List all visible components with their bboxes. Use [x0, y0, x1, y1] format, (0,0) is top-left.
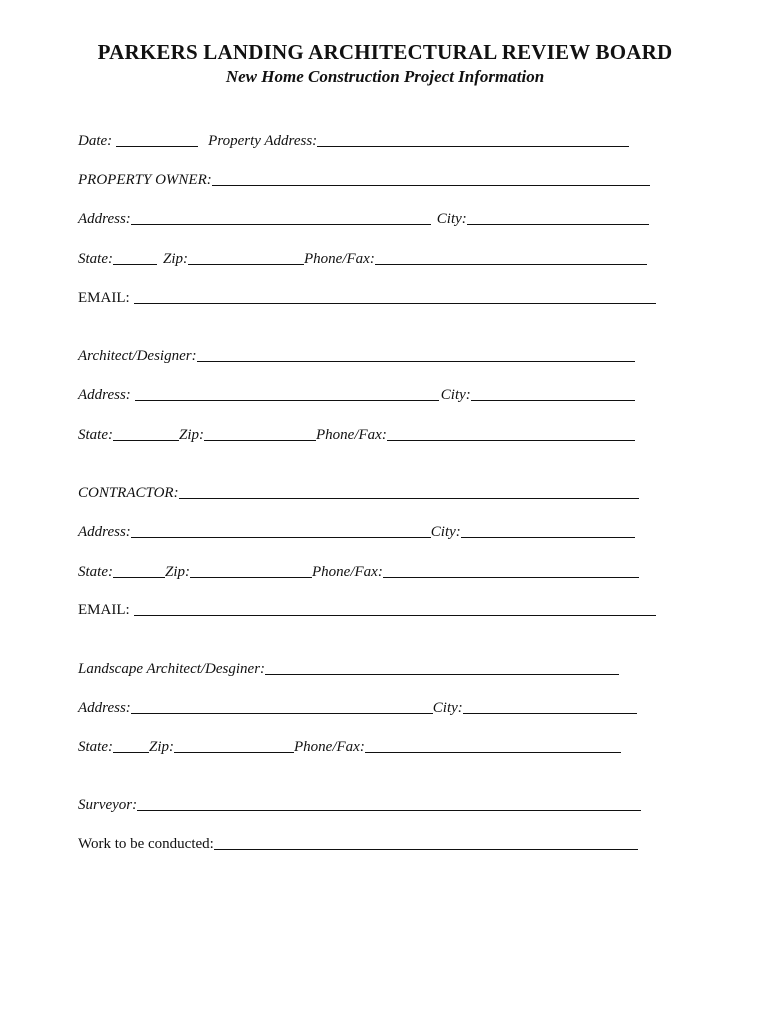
contractor-email-field[interactable]: [134, 601, 656, 616]
contractor-state-field[interactable]: [113, 563, 165, 578]
contractor-address-label: Address:: [78, 524, 131, 540]
architect-city-field[interactable]: [471, 386, 635, 401]
contractor-address-row: [78, 519, 635, 541]
contractor-row: [78, 480, 639, 502]
contractor-field[interactable]: [179, 484, 639, 499]
landscape-address-row: [78, 695, 637, 717]
contractor-phone-field[interactable]: [383, 563, 639, 578]
date-label: Date:: [78, 133, 113, 149]
owner-city-field[interactable]: [467, 210, 649, 225]
surveyor-field[interactable]: [137, 796, 641, 811]
contractor-address-field[interactable]: [131, 523, 431, 538]
property-owner-field[interactable]: [212, 171, 650, 186]
surveyor-label: Surveyor:: [78, 797, 138, 813]
surveyor-row: [78, 792, 641, 814]
contractor-phone-label: Phone/Fax:: [312, 564, 383, 580]
owner-state-field[interactable]: [113, 250, 157, 265]
architect-address-row: [78, 382, 635, 404]
architect-zip-label: Zip:: [179, 427, 205, 443]
architect-phone-field[interactable]: [387, 426, 635, 441]
date-field[interactable]: [116, 132, 198, 147]
landscape-zip-label: Zip:: [149, 739, 175, 755]
work-row: [78, 831, 638, 853]
architect-zip-field[interactable]: [204, 426, 316, 441]
architect-state-field[interactable]: [113, 426, 179, 441]
architect-address-field[interactable]: [135, 386, 439, 401]
contractor-email-label: EMAIL:: [78, 602, 130, 618]
owner-zip-label: Zip:: [163, 251, 189, 267]
owner-state-row: [78, 246, 647, 268]
landscape-state-row: [78, 734, 621, 756]
contractor-state-label: State:: [78, 564, 113, 580]
owner-email-label: EMAIL:: [78, 290, 130, 306]
owner-zip-field[interactable]: [188, 250, 304, 265]
architect-state-row: [78, 422, 635, 444]
landscape-address-label: Address:: [78, 700, 131, 716]
owner-address-field[interactable]: [131, 210, 431, 225]
contractor-zip-label: Zip:: [165, 564, 191, 580]
form-subtitle: New Home Construction Project Information: [225, 67, 545, 86]
contractor-zip-field[interactable]: [190, 563, 312, 578]
landscape-state-field[interactable]: [113, 738, 149, 753]
work-label: Work to be conducted:: [78, 836, 214, 852]
owner-phone-label: Phone/Fax:: [304, 251, 375, 267]
owner-state-label: State:: [78, 251, 113, 267]
landscape-field[interactable]: [265, 660, 619, 675]
architect-address-label: Address:: [78, 387, 131, 403]
landscape-city-field[interactable]: [463, 699, 637, 714]
work-field[interactable]: [214, 835, 638, 850]
landscape-phone-field[interactable]: [365, 738, 621, 753]
landscape-row: [78, 656, 619, 678]
landscape-city-label: City:: [432, 700, 463, 716]
architect-state-label: State:: [78, 427, 113, 443]
landscape-label: Landscape Architect/Desginer:: [78, 661, 266, 677]
architect-phone-label: Phone/Fax:: [316, 427, 387, 443]
property-owner-row: [78, 167, 650, 189]
form-title: PARKERS LANDING ARCHITECTURAL REVIEW BOARD: [97, 40, 673, 64]
property-address-field[interactable]: [317, 132, 629, 147]
contractor-city-field[interactable]: [461, 523, 635, 538]
architect-label: Architect/Designer:: [78, 348, 197, 364]
owner-city-label: City:: [436, 211, 467, 227]
landscape-address-field[interactable]: [131, 699, 433, 714]
owner-address-row: [78, 206, 649, 228]
architect-city-label: City:: [440, 387, 471, 403]
architect-field[interactable]: [197, 347, 635, 362]
owner-phone-field[interactable]: [375, 250, 647, 265]
property-address-label: Property Address:: [208, 133, 318, 149]
contractor-email-row: [78, 597, 656, 619]
date-row: [78, 128, 629, 150]
contractor-label: CONTRACTOR:: [78, 485, 179, 501]
property-owner-label: PROPERTY OWNER:: [78, 172, 212, 188]
landscape-state-label: State:: [78, 739, 113, 755]
owner-email-row: [78, 285, 656, 307]
landscape-zip-field[interactable]: [174, 738, 294, 753]
owner-email-field[interactable]: [134, 289, 656, 304]
owner-address-label: Address:: [78, 211, 131, 227]
landscape-phone-label: Phone/Fax:: [294, 739, 365, 755]
architect-row: [78, 343, 635, 365]
contractor-state-row: [78, 559, 639, 581]
contractor-city-label: City:: [430, 524, 461, 540]
